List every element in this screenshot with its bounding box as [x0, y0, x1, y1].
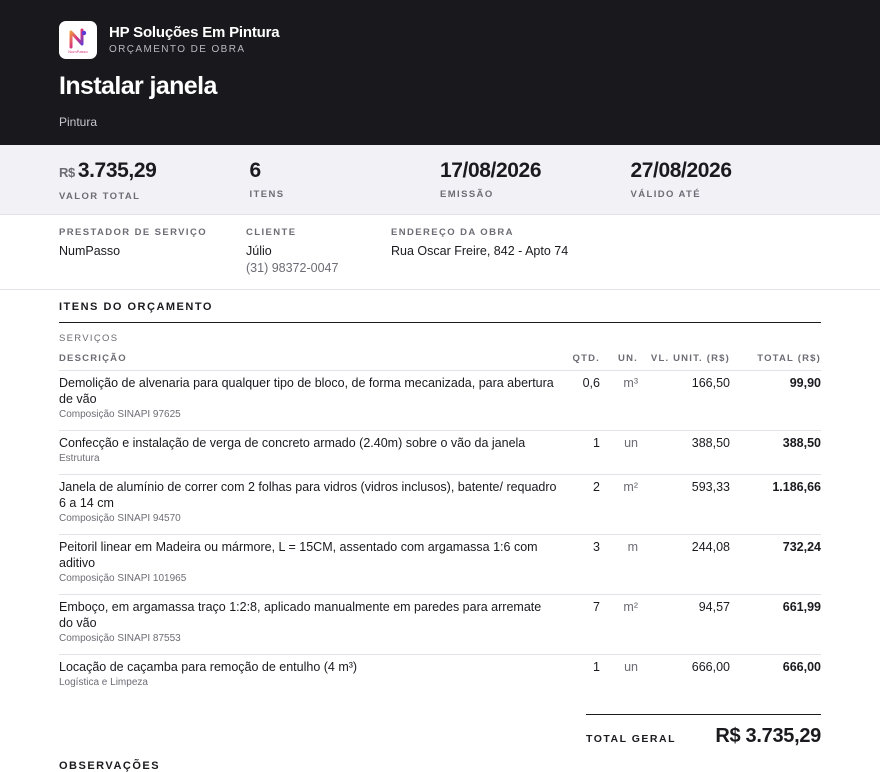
brand — [59, 21, 821, 59]
stat-valid-until — [631, 158, 822, 214]
document-type: ORÇAMENTO DE OBRA — [109, 44, 246, 55]
item-total: 1.186,66 — [772, 480, 821, 494]
item-unit: un — [624, 436, 638, 450]
client-block — [246, 227, 391, 289]
item-unit: m — [627, 540, 638, 554]
item-description: Emboço, em argamassa traço 1:2:8, aplicado manualmente em paredes para arremate do vão — [59, 600, 542, 630]
item-total: 732,24 — [782, 540, 821, 554]
provider-label: PRESTADOR DE SERVIÇO — [59, 227, 208, 238]
col-header-description: DESCRIÇÃO — [59, 353, 127, 364]
company-logo — [59, 21, 97, 59]
stat-items — [250, 158, 441, 214]
document-header — [0, 0, 880, 145]
client-phone: (31) 98372-0047 — [246, 261, 339, 275]
item-description: Peitoril linear em Madeira ou mármore, L = 15CM, assentado com argamassa 1:6 com aditivo — [59, 540, 538, 570]
table-row — [59, 475, 821, 535]
item-description: Janela de alumínio de correr com 2 folhas para vidros (vidros inclusos), batente/ requadro 6 a 14 cm — [59, 480, 557, 510]
client-name: Júlio — [246, 244, 272, 258]
item-description: Locação de caçamba para remoção de entulho (4 m³) — [59, 660, 358, 674]
item-unit-price: 166,50 — [691, 376, 730, 390]
stat-label: ITENS — [249, 189, 285, 200]
item-unit: m³ — [623, 376, 638, 390]
item-description: Demolição de alvenaria para qualquer tipo de bloco, de forma mecanizada, para abertura de vão — [59, 376, 554, 406]
item-qty: 2 — [593, 480, 600, 494]
table-header — [59, 353, 821, 371]
grand-total — [586, 714, 821, 748]
item-unit-price: 244,08 — [691, 540, 730, 554]
item-reference: Composição SINAPI 94570 — [59, 513, 181, 524]
client-label: CLIENTE — [246, 227, 297, 238]
table-row — [59, 655, 821, 698]
group-label: SERVIÇOS — [59, 333, 119, 344]
item-unit-price: 94,57 — [698, 600, 730, 614]
summary-stats — [0, 145, 880, 215]
stat-value: 6 — [249, 159, 261, 182]
item-reference: Composição SINAPI 101965 — [59, 573, 187, 584]
item-qty: 3 — [593, 540, 600, 554]
item-unit-price: 666,00 — [691, 660, 730, 674]
item-qty: 1 — [593, 436, 600, 450]
items-section-title: ITENS DO ORÇAMENTO — [59, 300, 821, 323]
col-header-total: TOTAL (R$) — [757, 353, 821, 364]
item-unit: m² — [623, 600, 638, 614]
item-unit: m² — [623, 480, 638, 494]
col-header-qty: QTD. — [572, 353, 600, 364]
stat-currency: R$ — [59, 165, 75, 180]
stat-total-value — [59, 158, 250, 214]
quote-title: Instalar janela — [59, 72, 217, 100]
grand-total-label: TOTAL GERAL — [586, 733, 676, 745]
stat-label: VALOR TOTAL — [59, 191, 141, 202]
table-row — [59, 535, 821, 595]
logo-wordmark: NumPasso — [68, 49, 88, 54]
item-total: 388,50 — [782, 436, 821, 450]
item-unit-price: 593,33 — [691, 480, 730, 494]
item-qty: 7 — [593, 600, 600, 614]
stat-issue-date — [440, 158, 631, 214]
table-row — [59, 595, 821, 655]
item-reference: Composição SINAPI 97625 — [59, 409, 181, 420]
address-block — [391, 227, 568, 289]
provider-block — [59, 227, 246, 289]
col-header-unit-price: VL. UNIT. (R$) — [650, 353, 730, 364]
numpasso-logo-icon — [63, 25, 93, 55]
item-total: 99,90 — [789, 376, 821, 390]
table-row — [59, 371, 821, 431]
col-header-unit: UN. — [618, 353, 638, 364]
provider-name: NumPasso — [59, 244, 121, 258]
stat-label: VÁLIDO ATÉ — [630, 189, 701, 200]
grand-total-value: R$ 3.735,29 — [715, 725, 821, 747]
parties-info — [0, 215, 880, 290]
item-unit-price: 388,50 — [691, 436, 730, 450]
stat-value: 27/08/2026 — [630, 159, 732, 182]
item-reference: Logística e Limpeza — [59, 677, 148, 688]
stat-value: 17/08/2026 — [440, 159, 542, 182]
item-qty: 0,6 — [582, 376, 600, 390]
item-description: Confecção e instalação de verga de concreto armado (2.40m) sobre o vão da janela — [59, 436, 526, 450]
item-reference: Estrutura — [59, 453, 100, 464]
address-value: Rua Oscar Freire, 842 - Apto 74 — [391, 244, 569, 258]
item-qty: 1 — [593, 660, 600, 674]
observations-title: OBSERVAÇÕES — [59, 760, 161, 772]
table-row — [59, 431, 821, 475]
item-total: 661,99 — [782, 600, 821, 614]
item-unit: un — [624, 660, 638, 674]
item-reference: Composição SINAPI 87553 — [59, 633, 181, 644]
stat-value: 3.735,29 — [77, 159, 157, 182]
quote-category: Pintura — [59, 115, 98, 129]
company-name: HP Soluções Em Pintura — [109, 24, 280, 41]
address-label: ENDEREÇO DA OBRA — [391, 227, 514, 238]
item-total: 666,00 — [782, 660, 821, 674]
stat-label: EMISSÃO — [440, 189, 494, 200]
items-section — [0, 290, 880, 698]
